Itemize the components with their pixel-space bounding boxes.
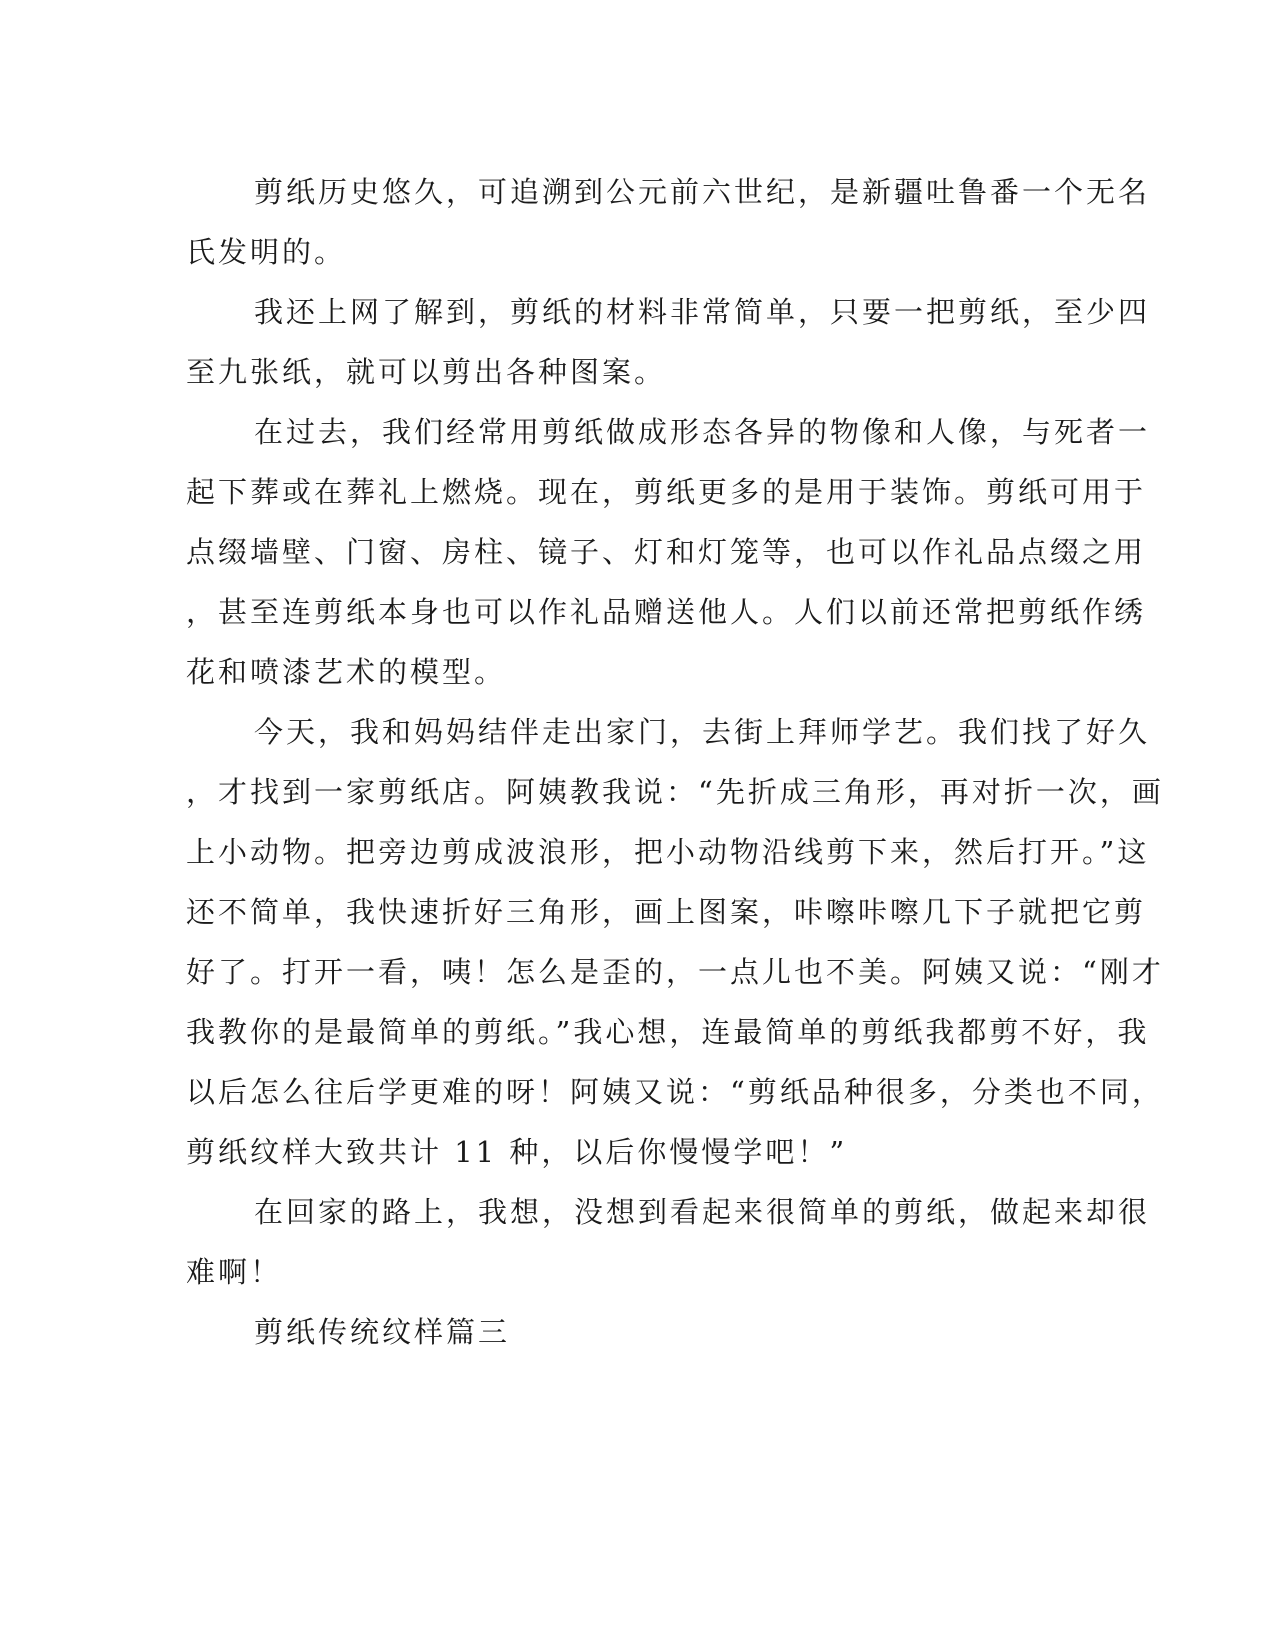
text-line: 在过去，我们经常用剪纸做成形态各异的物像和人像，与死者一: [254, 415, 1151, 449]
text-line: 点缀墙壁、门窗、房柱、镜子、灯和灯笼等，也可以作礼品点缀之用: [186, 535, 1147, 569]
paragraph-conclusion: [186, 1182, 1151, 1302]
text-line: 好了。打开一看，咦！怎么是歪的，一点儿也不美。阿姨又说：“刚才: [186, 955, 1164, 989]
paragraph-materials: [186, 282, 1151, 402]
document-body: [186, 162, 1164, 1362]
text-line: 花和喷漆艺术的模型。: [186, 655, 507, 689]
text-line: ，才找到一家剪纸店。阿姨教我说：“先折成三角形，再对折一次，画: [186, 775, 1164, 809]
text-line: 我教你的是最简单的剪纸。”我心想，连最简单的剪纸我都剪不好，我: [186, 1015, 1150, 1049]
text-line: 还不简单，我快速折好三角形，画上图案，咔嚓咔嚓几下子就把它剪: [186, 895, 1147, 929]
text-line: 剪纸历史悠久，可追溯到公元前六世纪，是新疆吐鲁番一个无名: [254, 175, 1151, 209]
text-line: 今天，我和妈妈结伴走出家门，去街上拜师学艺。我们找了好久: [254, 715, 1151, 749]
text-line: 以后怎么往后学更难的呀！阿姨又说：“剪纸品种很多，分类也不同，: [186, 1075, 1164, 1109]
text-line: 上小动物。把旁边剪成波浪形，把小动物沿线剪下来，然后打开。”这: [186, 835, 1150, 869]
paragraph-uses: [186, 402, 1151, 702]
text-line: 剪纸纹样大致共计 11 种，以后你慢慢学吧！”: [186, 1135, 848, 1169]
text-line: 难啊！: [186, 1255, 283, 1289]
text-line: 起下葬或在葬礼上燃烧。现在，剪纸更多的是用于装饰。剪纸可用于: [186, 475, 1147, 509]
text-line: 我还上网了解到，剪纸的材料非常简单，只要一把剪纸，至少四: [254, 295, 1151, 329]
paragraph-story: [186, 702, 1164, 1182]
text-line: 在回家的路上，我想，没想到看起来很简单的剪纸，做起来却很: [254, 1195, 1151, 1229]
text-line: 氏发明的。: [186, 235, 347, 269]
section-title: 剪纸传统纹样篇三: [254, 1315, 511, 1349]
paragraph-history: [186, 162, 1151, 282]
text-line: 至九张纸，就可以剪出各种图案。: [186, 355, 667, 389]
text-line: ，甚至连剪纸本身也可以作礼品赠送他人。人们以前还常把剪纸作绣: [186, 595, 1147, 629]
section-heading: [186, 1302, 1066, 1362]
